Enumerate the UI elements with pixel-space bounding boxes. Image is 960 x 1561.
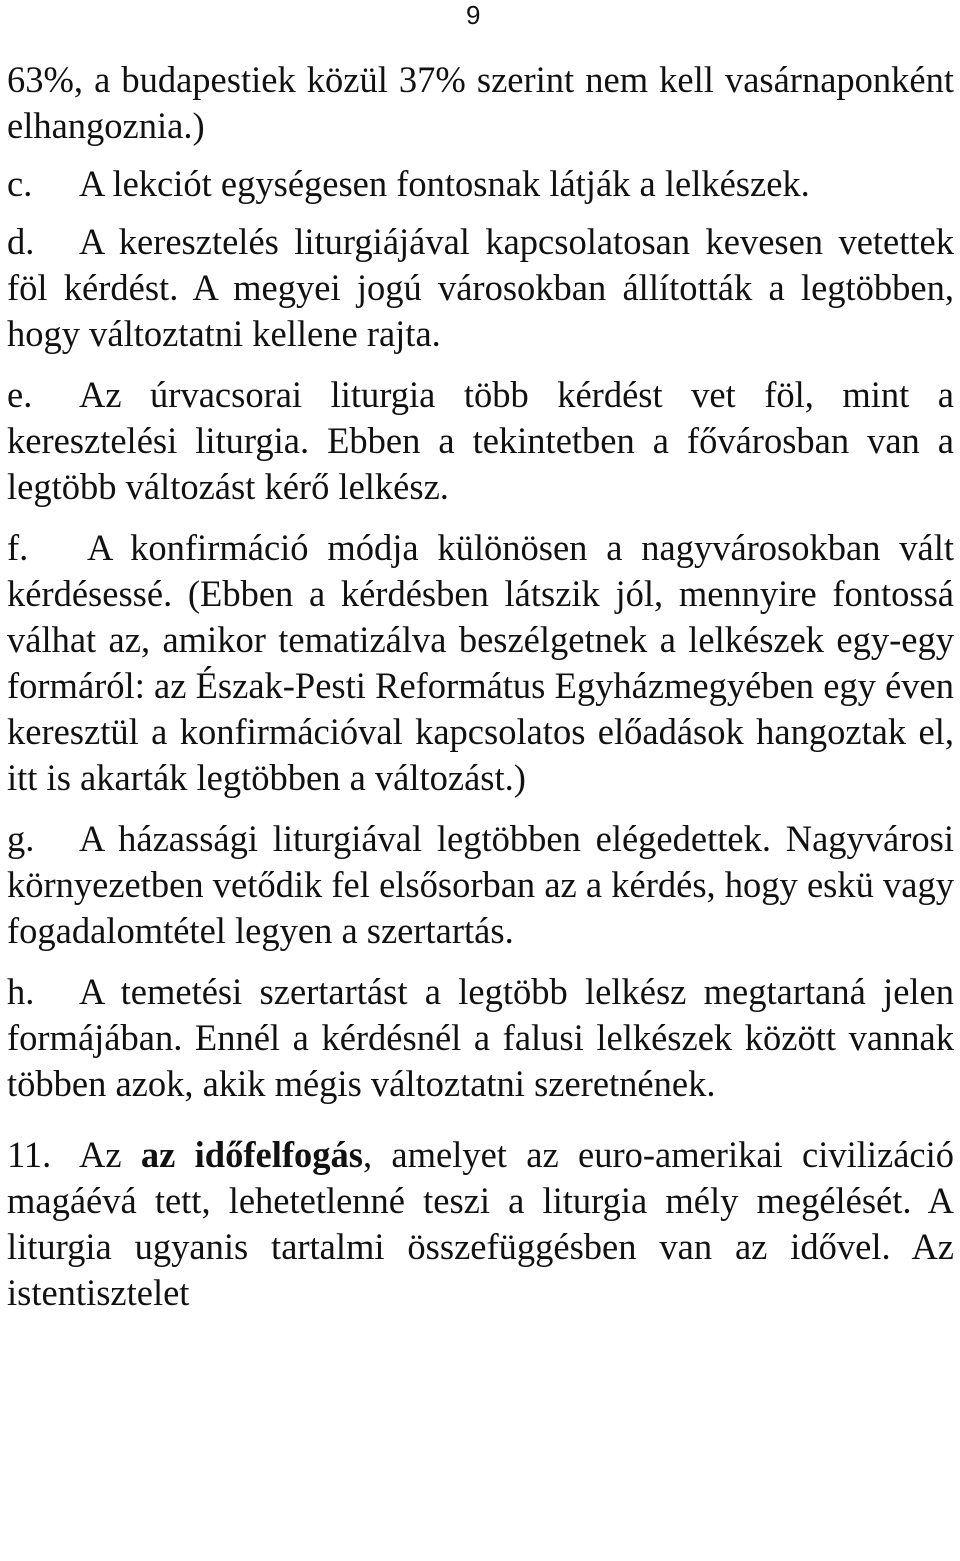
list-item-text: A temetési szertartást a legtöbb lelkész megtartaná jelen formájában. Ennél a kérdésnél a falusi lelkészek között vannak többen azok, akik mégis változtatni szeretnének.	[7, 971, 954, 1104]
list-item-d	[7, 219, 954, 357]
body-text	[7, 57, 954, 1316]
list-item-f	[7, 525, 954, 801]
list-item-c	[7, 161, 954, 207]
list-item-h	[7, 969, 954, 1107]
list-item-text: A lekciót egységesen fontosnak látják a lelkészek.	[79, 163, 810, 204]
list-item-e	[7, 372, 954, 510]
list-marker: g.	[7, 818, 35, 859]
list-item-text: A házassági liturgiával legtöbben elégedettek. Nagyvárosi környezetben vetődik fel elsősorban az a kérdés, hogy eskü vagy fogadalomtétel legyen a szertartás.	[7, 818, 954, 951]
list-marker: f.	[7, 527, 29, 568]
section-emphasis: az időfelfogás	[140, 1134, 363, 1175]
section-lead: Az	[79, 1134, 122, 1175]
list-item-text: Az úrvacsorai liturgia több kérdést vet föl, mint a keresztelési liturgia. Ebben a tekintetben a fővárosban van a legtöbb változást kérő lelkész.	[7, 374, 954, 507]
list-item-text: A konfirmáció módja különösen a nagyvárosokban vált kérdésessé. (Ebben a kérdésben látszik jól, mennyire fontossá válhat az, amikor tematizálva beszélgetnek a lelkészek egy-egy formáról: az Észak-Pesti Református Egyházmegyében egy éven keresztül a konfirmációval kapcsolatos előadások hangoztak el, itt is akarták legtöbben a változást.)	[7, 527, 954, 798]
page-number: 9	[466, 0, 481, 30]
section-text: , amelyet az euro-amerikai civilizáció magáévá tett, lehetetlenné teszi a liturgia mély megélését. A liturgia ugyanis tartalmi összefüggésben van az idővel. Az istentisztelet	[7, 1134, 955, 1313]
list-marker: c.	[7, 163, 33, 204]
continuation-paragraph: 63%, a budapestiek közül 37% szerint nem kell vasárnaponként elhangoznia.)	[7, 59, 954, 146]
section-11-paragraph	[7, 1132, 954, 1316]
list-item-g	[7, 816, 954, 954]
list-item-text: A keresztelés liturgiájával kapcsolatosan kevesen vetettek föl kérdést. A megyei jogú városokban állították a legtöbben, hogy változtatni kellene rajta.	[7, 221, 954, 354]
list-marker: d.	[7, 221, 35, 262]
list-marker: h.	[7, 971, 35, 1012]
list-marker: e.	[7, 374, 33, 415]
section-number: 11.	[7, 1134, 52, 1175]
